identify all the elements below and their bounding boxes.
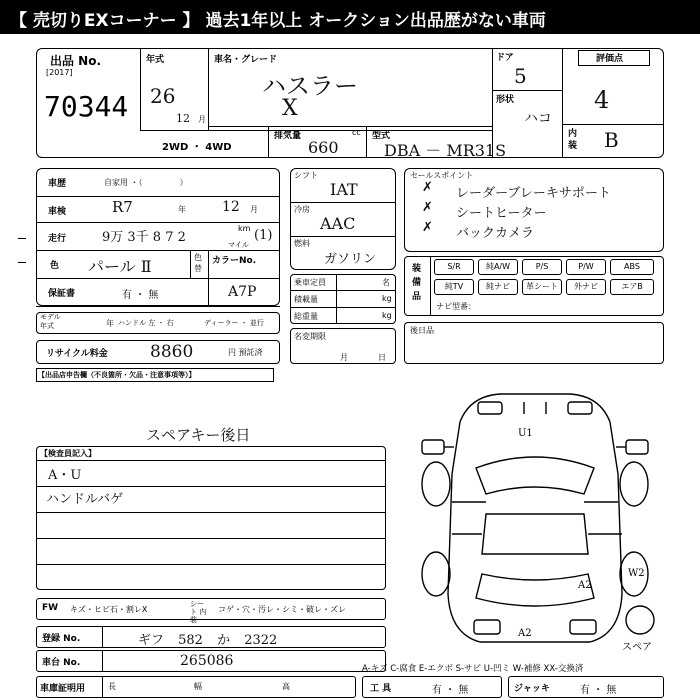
- inspector-label: 【検査員記入】: [40, 449, 96, 458]
- mileage-unit-mile: マイル: [228, 241, 249, 249]
- equip-navi-model: ナビ型番：: [436, 302, 476, 311]
- load-unit: kg: [382, 294, 392, 303]
- notes-header-label: 【出品店申告欄（不良箇所・欠品・注意事項等）】: [38, 371, 196, 379]
- total-weight-label: 総重量: [294, 312, 318, 321]
- jack-value: 有 ・ 無: [580, 685, 617, 696]
- recycle-unit: 円 預託済: [228, 348, 263, 357]
- sales-point-mark: ✗: [422, 200, 433, 215]
- cert-col-height: 高: [282, 682, 290, 691]
- chassis-value: 265086: [180, 653, 234, 669]
- inspector-line-1: A・U: [48, 468, 82, 483]
- mileage-note: (1): [254, 228, 273, 243]
- registration-value: ギフ 582 か 2322: [138, 633, 278, 648]
- year-stamp: [2017]: [46, 68, 73, 77]
- color-no-label: カラーNo.: [212, 256, 257, 266]
- cert-col-length: 長: [108, 682, 116, 691]
- equip-pw: P/W: [566, 259, 606, 275]
- seat-text: コゲ・穴・汚レ・シミ・破レ・ズレ: [218, 605, 346, 614]
- color-swap-label: 色替: [194, 253, 202, 273]
- cert-col-width: 幅: [194, 682, 202, 691]
- model-year-month-unit: 月: [198, 115, 206, 124]
- delivery-box: [404, 322, 664, 364]
- delivery-label: 後日品: [410, 326, 434, 335]
- drive-label: 2WD ・ 4WD: [162, 142, 232, 153]
- fw-label: FW: [42, 603, 59, 613]
- shift-value: IAT: [330, 180, 358, 199]
- inspection-month: 12: [222, 199, 240, 215]
- chassis-label: 車台 No.: [42, 658, 81, 668]
- header-title: 【 売切りEXコーナー 】 過去1年以上 オークション出品歴がない車両: [10, 11, 546, 31]
- interior-value: B: [604, 128, 619, 152]
- damage-mark-a2-rear: A2: [518, 628, 532, 639]
- fw-text: キズ・ヒビ石・割レX: [70, 605, 148, 614]
- shape-value: ハコ: [524, 111, 552, 127]
- fuel-label: 燃料: [294, 239, 310, 248]
- mileage-label: 走行: [48, 234, 67, 244]
- dealer-label: ディーラー ・ 並行: [204, 319, 264, 327]
- color-value: パール Ⅱ: [88, 257, 152, 276]
- sales-point-1: レーダーブレーキサポート: [456, 186, 611, 201]
- damage-mark-a2-right: A2: [578, 580, 592, 591]
- model-year-value: 26: [150, 84, 176, 108]
- fuel-value: ガソリン: [324, 252, 377, 267]
- recycle-value: 8860: [150, 342, 194, 362]
- sales-point-3: バックカメラ: [456, 226, 535, 241]
- ac-value: AAC: [320, 214, 356, 233]
- score-value: 4: [594, 86, 610, 114]
- shape-label: 形状: [496, 95, 515, 105]
- equip-ps: P/S: [522, 259, 562, 275]
- listing-number: 70344: [44, 90, 129, 123]
- inspection-label: 車検: [48, 207, 67, 217]
- doors-value: 5: [514, 64, 527, 88]
- warranty-label: 保証書: [48, 289, 76, 299]
- inspector-line-2: ハンドルバゲ: [46, 492, 124, 507]
- seat-label: シート 内装: [190, 600, 207, 624]
- interior-label: 内装: [568, 129, 578, 151]
- sales-point-2: シートヒーター: [456, 206, 547, 221]
- history-value: 自家用 ・（ ）: [104, 178, 188, 187]
- model-type-value: DBA － MR31S: [384, 141, 507, 160]
- load-label: 積載量: [294, 295, 318, 304]
- inspection-year-label: 年: [178, 205, 186, 214]
- capacity-label: 乗車定員: [294, 278, 326, 287]
- margin-mark: [18, 238, 26, 239]
- inspector-box: [36, 446, 386, 590]
- equip-sr: S/R: [434, 259, 474, 275]
- listing-no-label: 出品 No.: [50, 54, 102, 68]
- model-year-month: 12: [176, 112, 190, 125]
- cert-label: 車庫証明用: [40, 684, 86, 694]
- car-name-label: 車名・グレード: [214, 55, 278, 65]
- sales-point-mark: ✗: [422, 180, 433, 195]
- inspection-month-label: 月: [250, 205, 258, 214]
- damage-legend: A-キズ C-腐食 E-エクボ S-サビ U-凹ミ W-補修 XX-交換済: [362, 664, 584, 674]
- score-label: 評価点: [596, 54, 624, 64]
- model-year-small-label: モデル年式: [40, 313, 61, 330]
- equip-abs: ABS: [610, 259, 654, 275]
- spare-key-note: スペアキー後日: [146, 426, 251, 444]
- inspection-value: R7: [112, 198, 133, 216]
- model-year-label: 年式: [146, 55, 165, 65]
- mileage-unit-km: km: [238, 224, 251, 233]
- recycle-label: リサイクル料金: [46, 349, 108, 359]
- car-damage-diagram: [400, 384, 670, 654]
- capacity-unit: 名: [382, 278, 390, 287]
- equip-tv: 純TV: [434, 279, 474, 295]
- name-change-unit: 月日: [340, 353, 416, 362]
- name-change-label: 名変期限: [294, 332, 326, 341]
- handle-label: ハンドル 左 ・ 右: [118, 319, 174, 327]
- warranty-value: 有 ・ 無: [122, 290, 159, 301]
- damage-mark-u1: U1: [518, 428, 533, 439]
- doors-label: ドア: [496, 53, 514, 63]
- equip-leather: 革シート: [522, 279, 562, 295]
- tools-value: 有 ・ 無: [432, 685, 469, 696]
- sales-point-mark: ✗: [422, 220, 433, 235]
- color-label: 色: [50, 261, 60, 271]
- color-no-value: A7P: [228, 284, 257, 300]
- equip-airbag: エアB: [610, 279, 654, 295]
- car-grade-value: X: [282, 96, 298, 121]
- margin-mark: [18, 262, 26, 263]
- shift-label: シフト: [294, 171, 318, 180]
- equip-navi: 純ナビ: [478, 279, 518, 295]
- displacement-unit: cc: [352, 128, 361, 137]
- handle-year-unit: 年: [106, 319, 114, 328]
- equip-ext-navi: 外ナビ: [566, 279, 606, 295]
- damage-mark-w2: W2: [628, 568, 645, 579]
- ac-label: 冷房: [294, 205, 310, 214]
- history-label: 車歴: [48, 179, 67, 189]
- registration-label: 登録 No.: [42, 634, 81, 644]
- equipment-label: 装備品: [412, 264, 422, 302]
- car-name-value: ハスラー: [262, 72, 358, 100]
- sales-points-label: セールスポイント: [410, 171, 474, 180]
- jack-label: ジャッキ: [514, 684, 550, 694]
- displacement-value: 660: [308, 138, 339, 157]
- displacement-label: 排気量: [274, 131, 302, 141]
- tools-label: 工 具: [370, 684, 392, 694]
- spare-label: スペア: [622, 642, 652, 653]
- equip-aw: 純A/W: [478, 259, 518, 275]
- mileage-value: 9万 3千 8 7 2: [102, 230, 186, 245]
- total-weight-unit: kg: [382, 311, 392, 320]
- model-type-label: 型式: [372, 131, 391, 141]
